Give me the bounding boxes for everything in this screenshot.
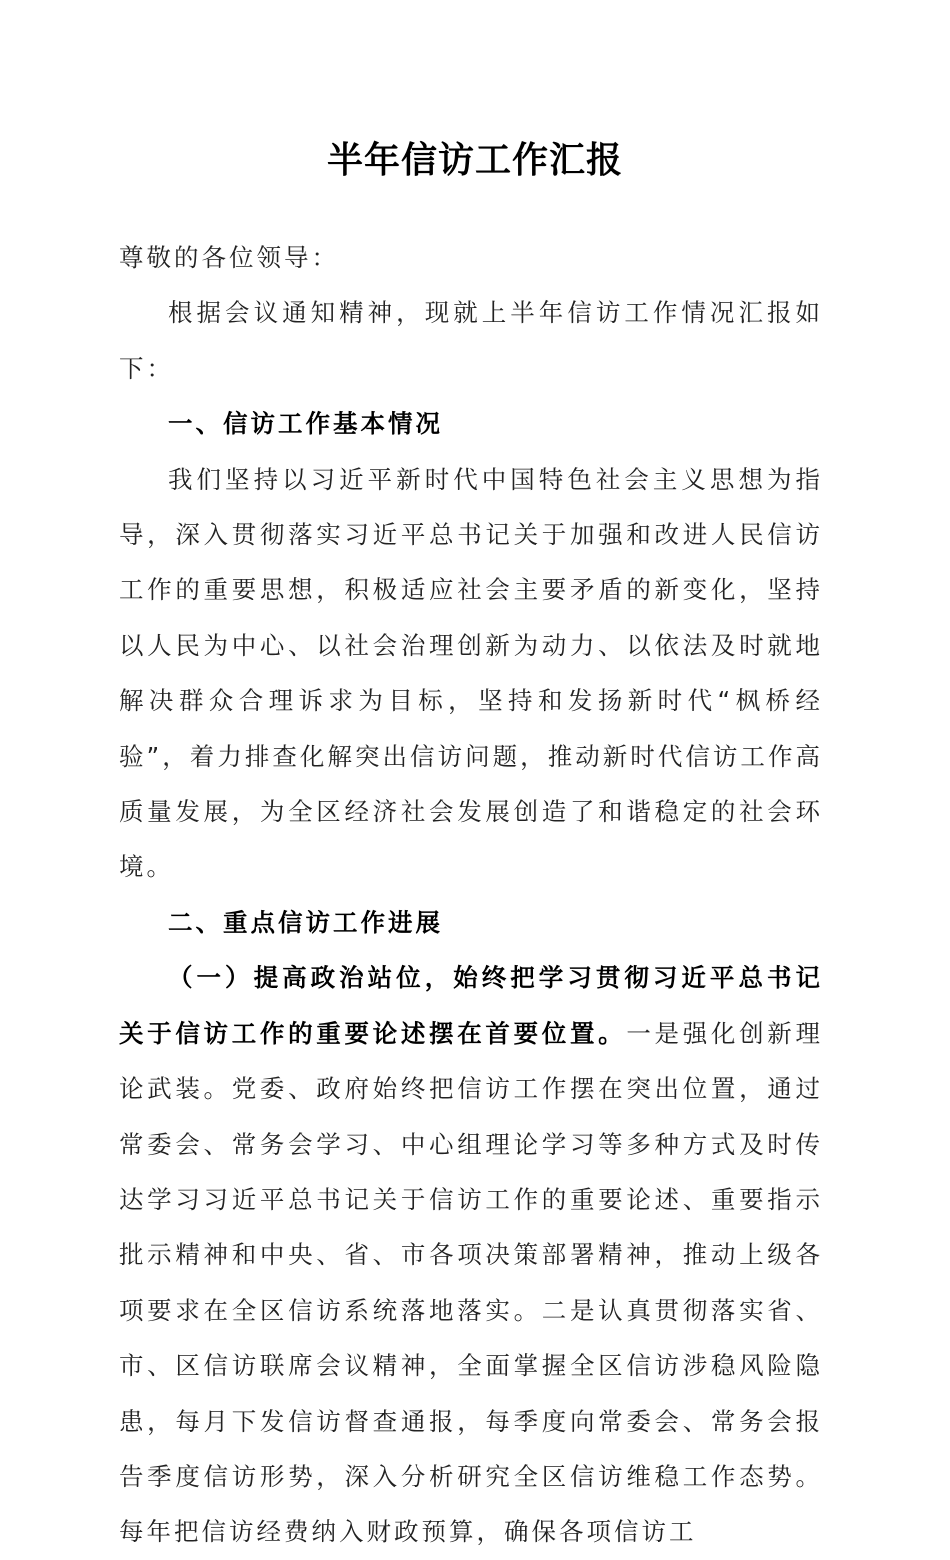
section-2-heading: 二、重点信访工作进展 — [168, 907, 443, 937]
section-1-heading: 一、信访工作基本情况 — [168, 409, 443, 439]
intro-paragraph: 根据会议通知精神，现就上半年信访工作情况汇报如下： — [119, 298, 823, 383]
section-2-sub-1-paragraph — [119, 950, 823, 1559]
salutation: 尊敬的各位领导： — [119, 243, 339, 272]
document-body — [119, 230, 823, 1560]
section-2-sub-1-body: 一是强化创新理论武装。党委、政府始终把信访工作摆在突出位置，通过常委会、常务会学习、中心组理论学习等多种方式及时传达学习习近平总书记关于信访工作的重要论述、重要指示批示精神和中央、省、市各项决策部署精神，推动上级各项要求在全区信访系统落地落实。二是认真贯彻落实省、市、区信访联席会议精神，全面掌握全区信访涉稳风险隐患，每月下发信访督查通报，每季度向常委会、常务会报告季度信访形势，深入分析研究全区信访维稳工作态势。每年把信访经费纳入财政预算，确保各项信访工 — [119, 1018, 823, 1547]
document-title: 半年信访工作汇报 — [326, 139, 623, 181]
section-2-sub-1-lead: （一）提高政治站位，始终把学习贯彻习近平总书记关于信访工作的重要论述摆在首要位置。 — [119, 963, 823, 1048]
section-1-paragraph: 我们坚持以习近平新时代中国特色社会主义思想为指导，深入贯彻落实习近平总书记关于加强和改进人民信访工作的重要思想，积极适应社会主要矛盾的新变化，坚持以人民为中心、以社会治理创新为动力、以依法及时就地解决群众合理诉求为目标，坚持和发扬新时代“枫桥经验”，着力排查化解突出信访问题，推动新时代信访工作高质量发展，为全区经济社会发展创造了和谐稳定的社会环境。 — [119, 464, 823, 882]
